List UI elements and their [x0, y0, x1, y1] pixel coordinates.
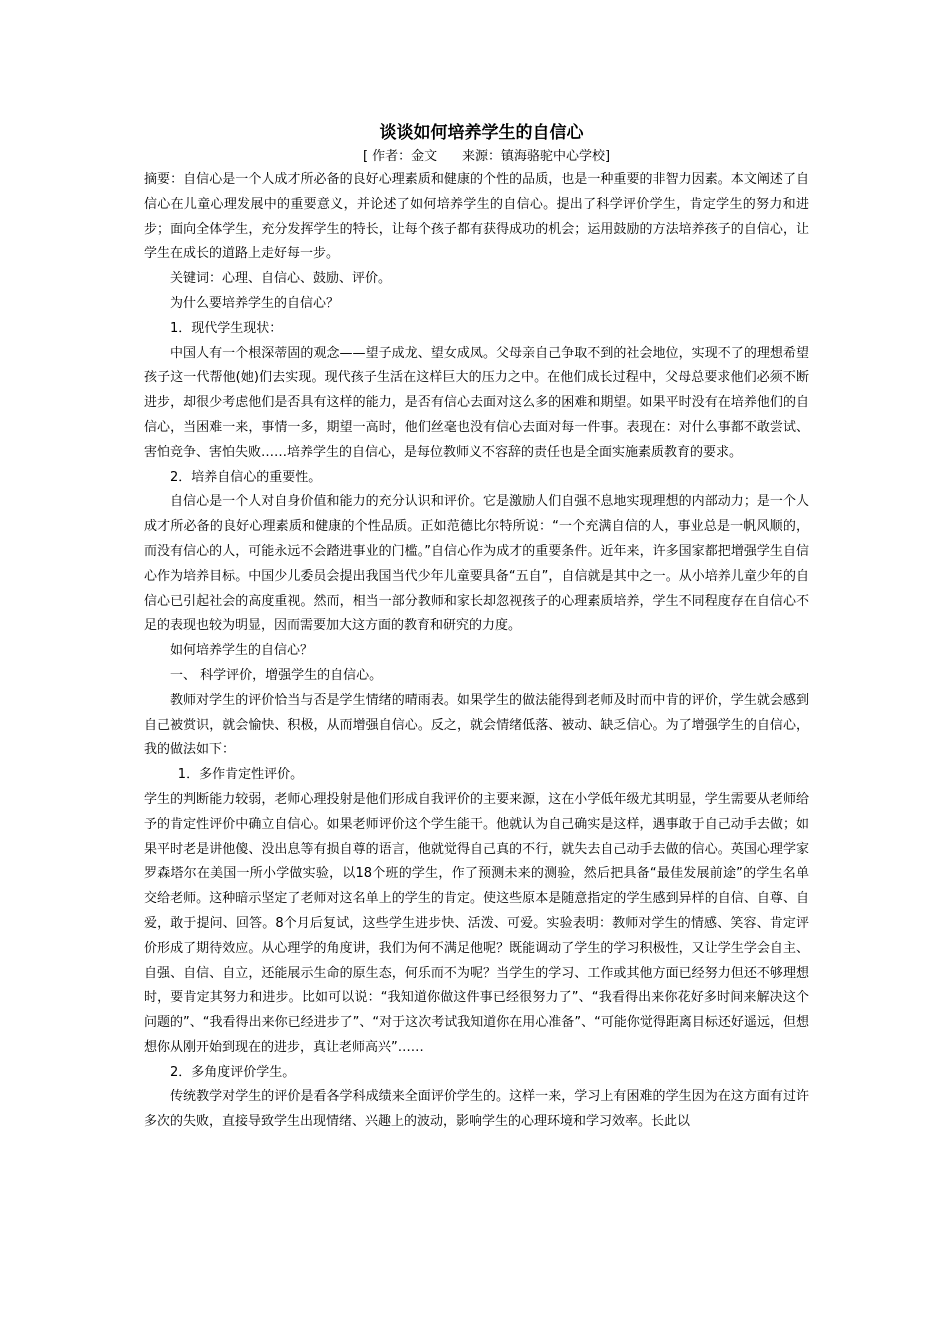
document-title: 谈谈如何培养学生的自信心 — [379, 123, 584, 143]
paragraph: 1．多作肯定性评价。 — [177, 767, 304, 783]
paragraph: 1．现代学生现状： — [170, 320, 283, 336]
byline: [ 作者：金文 来源：镇海骆驼中心学校] — [362, 149, 611, 164]
paragraph: 传统教学对学生的评价是看各学科成绩来全面评价学生的。这样一来，学习上有困难的学生因为在这方面有过许多次的失败，直接导致学生出现情绪、兴趣上的波动，影响学生的心理环境和学习效率。长此以 — [144, 1089, 809, 1130]
paragraph: 为什么要培养学生的自信心？ — [170, 295, 340, 311]
paragraph: 如何培养学生的自信心？ — [170, 643, 314, 659]
paragraph: 2．多角度评价学生。 — [170, 1064, 296, 1080]
paragraph: 一、 科学评价，增强学生的自信心。 — [170, 667, 383, 683]
paragraph: 摘要：自信心是一个人成才所必备的良好心理素质和健康的个性的品质，也是一种重要的非智力因素。本文阐述了自信心在儿童心理发展中的重要意义，并论述了如何培养学生的自信心。提出了科学评价学生，肯定学生的努力和进步；面向全体学生，充分发挥学生的特长，让每个孩子都有获得成功的机会；运用鼓励的方法培养孩子的自信心，让学生在成长的道路上走好每一步。 — [144, 172, 809, 262]
paragraph: 自信心是一个人对自身价值和能力的充分认识和评价。它是激励人们自强不息地实现理想的内部动力；是一个人成才所必备的良好心理素质和健康的个性品质。正如范德比尔特所说：“一个充满自信的人，事业总是一帆风顺的，而没有信心的人，可能永远不会踏进事业的门槛。”自信心作为成才的重要条件。近年来，许多国家都把增强学生自信心作为培养目标。中国少儿委员会提出我国当代少年儿童要具备“五自”，自信就是其中之一。从小培养儿童少年的自信心已引起社会的高度重视。然而，相当一部分教师和家长却忽视孩子的心理素质培养，学生不同程度存在自信心不足的表现也较为明显，因而需要加大这方面的教育和研究的力度。 — [144, 494, 809, 634]
paragraph: 学生的判断能力较弱，老师心理投射是他们形成自我评价的主要来源，这在小学低年级尤其明显，学生需要从老师给予的肯定性评价中确立自信心。如果老师评价这个学生能干。他就认为自己确实是这样，遇事敢于自己动手去做；如果平时老是讲他傻、没出息等有损自尊的语言，他就觉得自己真的不行，就失去自己动手去做的信心。英国心理学家罗森塔尔在美国一所小学做实验，以18个班的学生，作了预测未来的测验，然后把具备“最佳发展前途”的学生名单交给老师。这种暗示坚定了老师对这名单上的学生的肯定。使这些原本是随意指定的学生感到异样的自信、自尊、自爱，敢于提问、回答。8个月后复试，这些学生进步快、活泼、可爱。实验表明：教师对学生的情感、笑容、肯定评价形成了期待效应。从心理学的角度讲，我们为何不满足他呢？既能调动了学生的学习积极性，又让学生学会自主、自强、自信、自立，还能展示生命的原生态，何乐而不为呢？当学生的学习、工作或其他方面已经努力但还不够理想时，要肯定其努力和进步。比如可以说：“我知道你做这件事已经很努力了”、“我看得出来你花好多时间来解决这个问题的”、“我看得出来你已经进步了”、“对于这次考试我知道你在用心准备”、“可能你觉得距离目标还好遥远，但想想你从刚开始到现在的进步，真让老师高兴”…… — [144, 791, 809, 1055]
paragraph: 中国人有一个根深蒂固的观念——望子成龙、望女成凤。父母亲自己争取不到的社会地位，实现不了的理想希望孩子这一代帮他(她)们去实现。现代孩子生活在这样巨大的压力之中。在他们成长过程中，父母总要求他们必须不断进步，却很少考虑他们是否具有这样的能力，是否有信心去面对这么多的困难和期望。如果平时没有在培养他们的自信心，当困难一来，事情一多，期望一高时，他们丝毫也没有信心去面对每一件事。表现在：对什么事都不敢尝试、害怕竞争、害怕失败……培养学生的自信心，是每位教师义不容辞的责任也是全面实施素质教育的要求。 — [144, 345, 809, 460]
document-body — [144, 168, 809, 1135]
paragraph: 关键词：心理、自信心、鼓励、评价。 — [170, 271, 392, 287]
paragraph: 教师对学生的评价恰当与否是学生情绪的晴雨表。如果学生的做法能得到老师及时而中肯的评价，学生就会感到自己被赏识，就会愉快、积极，从而增强自信心。反之，就会情绪低落、被动、缺乏信心。为了增强学生的自信心，我的做法如下： — [144, 692, 809, 758]
paragraph: 2．培养自信心的重要性。 — [170, 469, 322, 485]
